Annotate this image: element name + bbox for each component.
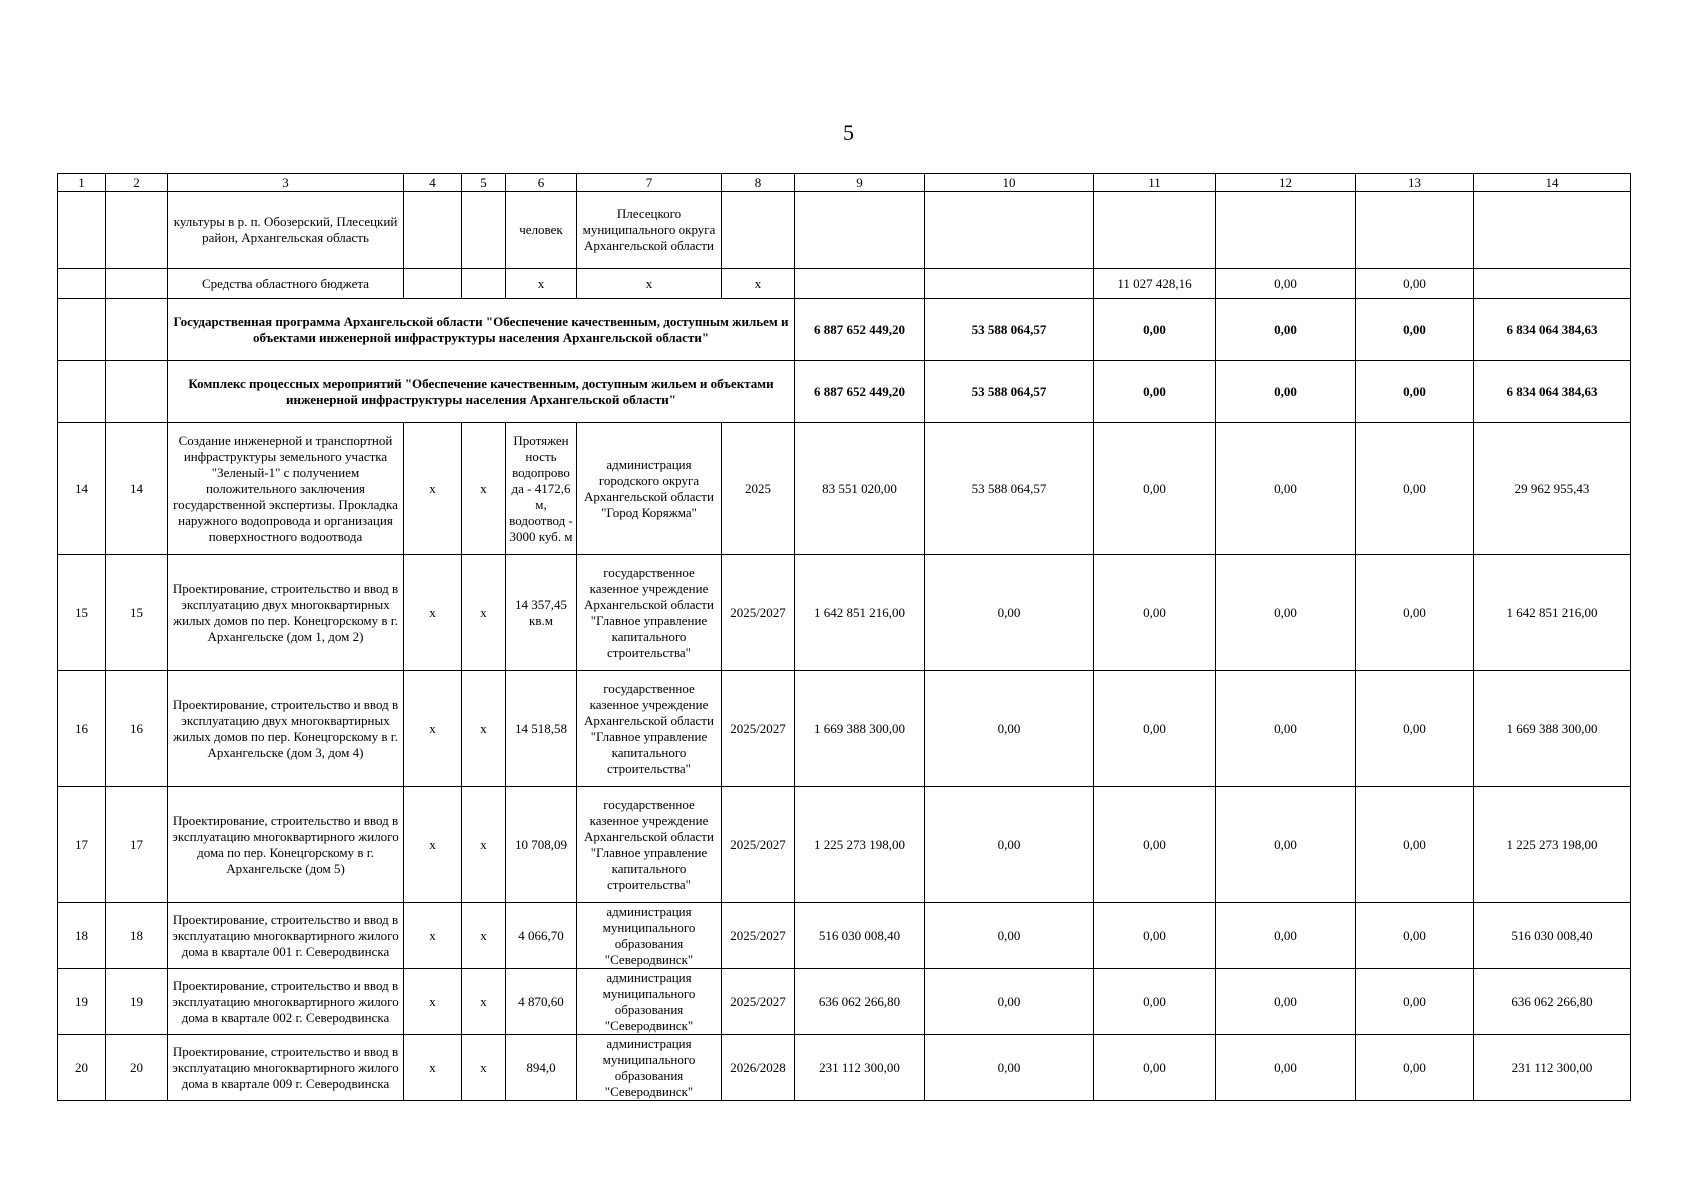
period-cell: 2025/2027 [722,969,795,1035]
item-name: Создание инженерной и транспортной инфраструктуры земельного участка "Зеленый-1" с получением положительного заключения государственной экспертизы. Прокладка наружного водопровода и организация поверхностного водоотвода [168,423,404,555]
header-cell: 6 [506,174,577,192]
row-index: 19 [106,969,168,1035]
item-name: Проектирование, строительство и ввод в эксплуатацию многоквартирного жилого дома по пер. Конецгорскому в г. Архангельске (дом 5) [168,787,404,903]
row-index: 20 [106,1035,168,1101]
header-cell: 3 [168,174,404,192]
amount-cell: 6 887 652 449,20 [795,361,925,423]
executor-cell: администрация муниципального образования "Северодвинск" [577,903,722,969]
table-cell: x [404,671,462,787]
capacity-cell: Протяжен ность водопрово да - 4172,6 м, водоотвод - 3000 куб. м [506,423,577,555]
table-cell: x [404,555,462,671]
table-cell: x [462,903,506,969]
row-number: 17 [58,787,106,903]
table-cell: x [404,903,462,969]
table-row [58,423,1631,555]
table-cell: x [404,1035,462,1101]
amount-cell: 0,00 [1216,787,1356,903]
period-cell: 2026/2028 [722,1035,795,1101]
amount-cell: 231 112 300,00 [1474,1035,1631,1101]
amount-cell: 0,00 [1216,1035,1356,1101]
amount-cell: 1 642 851 216,00 [1474,555,1631,671]
executor-cell: государственное казенное учреждение Архангельской области "Главное управление капитального строительства" [577,555,722,671]
table-cell: x [404,969,462,1035]
header-cell: 5 [462,174,506,192]
budget-label: Средства областного бюджета [168,269,404,299]
executor-cell: администрация городского округа Архангельской области "Город Коряжма" [577,423,722,555]
table-cell: 0,00 [1356,269,1474,299]
amount-cell: 0,00 [925,1035,1094,1101]
amount-cell: 0,00 [1216,969,1356,1035]
amount-cell: 0,00 [1356,361,1474,423]
amount-cell: 0,00 [1356,555,1474,671]
item-name: культуры в р. п. Обозерский, Плесецкий район, Архангельская область [168,192,404,269]
amount-cell: 0,00 [1356,969,1474,1035]
amount-cell: 516 030 008,40 [795,903,925,969]
capacity-cell: 10 708,09 [506,787,577,903]
row-number: 15 [58,555,106,671]
capacity-cell: 4 870,60 [506,969,577,1035]
amount-cell: 53 588 064,57 [925,361,1094,423]
table-cell: x [462,787,506,903]
row-number: 14 [58,423,106,555]
amount-cell: 0,00 [1094,299,1216,361]
header-row [58,174,1631,192]
header-cell: 8 [722,174,795,192]
amount-cell: 1 225 273 198,00 [795,787,925,903]
amount-cell: 0,00 [1216,299,1356,361]
amount-cell: 0,00 [1356,787,1474,903]
period-cell: 2025/2027 [722,555,795,671]
table-cell [106,192,168,269]
amount-cell: 53 588 064,57 [925,423,1094,555]
amount-cell: 636 062 266,80 [1474,969,1631,1035]
table-cell [58,192,106,269]
item-name: Проектирование, строительство и ввод в эксплуатацию двух многоквартирных жилых домов по пер. Конецгорскому в г. Архангельске (дом 3, дом 4) [168,671,404,787]
amount-cell: 0,00 [1094,903,1216,969]
amount-cell: 1 669 388 300,00 [795,671,925,787]
table-cell [925,269,1094,299]
row-index: 18 [106,903,168,969]
amount-cell: 516 030 008,40 [1474,903,1631,969]
row-index: 15 [106,555,168,671]
amount-cell: 0,00 [1094,671,1216,787]
amount-cell: 0,00 [925,555,1094,671]
table-cell [58,361,106,423]
table-cell [722,192,795,269]
table-cell [404,269,462,299]
amount-cell: 53 588 064,57 [925,299,1094,361]
table-cell: x [577,269,722,299]
table-row [58,787,1631,903]
unit-cell: человек [506,192,577,269]
header-cell: 13 [1356,174,1474,192]
row-index: 17 [106,787,168,903]
amount-cell: 6 834 064 384,63 [1474,299,1631,361]
table-cell [1356,192,1474,269]
capacity-cell: 14 357,45 кв.м [506,555,577,671]
amount-cell: 0,00 [925,787,1094,903]
amount-cell: 231 112 300,00 [795,1035,925,1101]
table-cell [58,269,106,299]
table-cell [462,269,506,299]
amount-cell: 0,00 [1094,423,1216,555]
amount-cell: 0,00 [1356,671,1474,787]
capacity-cell: 894,0 [506,1035,577,1101]
table-cell [795,192,925,269]
period-cell: 2025/2027 [722,787,795,903]
amount-cell: 29 962 955,43 [1474,423,1631,555]
table-cell: x [462,555,506,671]
table-cell [1474,192,1631,269]
amount-cell: 636 062 266,80 [795,969,925,1035]
amount-cell: 0,00 [1216,423,1356,555]
amount-cell: 1 225 273 198,00 [1474,787,1631,903]
header-cell: 12 [1216,174,1356,192]
table-cell [58,299,106,361]
table-row [58,903,1631,969]
regional-budget-row [58,269,1631,299]
amount-cell: 0,00 [1094,555,1216,671]
executor-cell: государственное казенное учреждение Архангельской области "Главное управление капитального строительства" [577,671,722,787]
header-cell: 10 [925,174,1094,192]
row-index: 14 [106,423,168,555]
item-name: Проектирование, строительство и ввод в эксплуатацию многоквартирного жилого дома в квартале 009 г. Северодвинска [168,1035,404,1101]
row-number: 18 [58,903,106,969]
table-cell: x [462,1035,506,1101]
amount-cell: 0,00 [1216,903,1356,969]
table-cell [462,192,506,269]
amount-cell: 0,00 [1216,555,1356,671]
executor-cell: Плесецкого муниципального округа Архангельской области [577,192,722,269]
complex-row [58,361,1631,423]
amount-cell: 6 834 064 384,63 [1474,361,1631,423]
continuation-row [58,192,1631,269]
amount-cell: 1 669 388 300,00 [1474,671,1631,787]
capacity-cell: 4 066,70 [506,903,577,969]
capacity-cell: 14 518,58 [506,671,577,787]
amount-cell: 0,00 [1094,1035,1216,1101]
table-row [58,969,1631,1035]
amount-cell: 83 551 020,00 [795,423,925,555]
header-cell: 7 [577,174,722,192]
table-cell [1216,192,1356,269]
header-cell: 9 [795,174,925,192]
table-cell [404,192,462,269]
header-cell: 1 [58,174,106,192]
amount-cell: 1 642 851 216,00 [795,555,925,671]
table-row [58,555,1631,671]
table-cell [106,299,168,361]
row-number: 19 [58,969,106,1035]
amount-cell: 0,00 [1356,1035,1474,1101]
program-row [58,299,1631,361]
budget-table [57,173,1631,1101]
period-cell: 2025/2027 [722,671,795,787]
item-name: Проектирование, строительство и ввод в эксплуатацию двух многоквартирных жилых домов по пер. Конецгорскому в г. Архангельске (дом 1, дом 2) [168,555,404,671]
executor-cell: администрация муниципального образования "Северодвинск" [577,969,722,1035]
period-cell: 2025/2027 [722,903,795,969]
item-name: Проектирование, строительство и ввод в эксплуатацию многоквартирного жилого дома в квартале 001 г. Северодвинска [168,903,404,969]
header-cell: 4 [404,174,462,192]
amount-cell: 0,00 [1356,299,1474,361]
row-number: 20 [58,1035,106,1101]
amount-cell: 0,00 [925,969,1094,1035]
complex-title: Комплекс процессных мероприятий "Обеспечение качественным, доступным жильем и объектами инженерной инфраструктуры населения Архангельской области" [168,361,795,423]
header-cell: 2 [106,174,168,192]
period-cell: 2025 [722,423,795,555]
header-cell: 14 [1474,174,1631,192]
amount-cell: 0,00 [1216,361,1356,423]
amount-cell: 6 887 652 449,20 [795,299,925,361]
amount-cell: 0,00 [1216,671,1356,787]
table-cell [106,361,168,423]
table-cell [925,192,1094,269]
amount-cell: 0,00 [925,903,1094,969]
table-cell: 0,00 [1216,269,1356,299]
executor-cell: администрация муниципального образования "Северодвинск" [577,1035,722,1101]
header-cell: 11 [1094,174,1216,192]
table-cell: x [462,671,506,787]
row-index: 16 [106,671,168,787]
amount-cell: 0,00 [1094,787,1216,903]
amount-cell: 0,00 [1094,969,1216,1035]
table-cell [1474,269,1631,299]
amount-cell: 0,00 [925,671,1094,787]
executor-cell: государственное казенное учреждение Архангельской области "Главное управление капитального строительства" [577,787,722,903]
amount-cell: 0,00 [1356,903,1474,969]
table-cell: x [462,423,506,555]
table-cell: x [722,269,795,299]
item-name: Проектирование, строительство и ввод в эксплуатацию многоквартирного жилого дома в квартале 002 г. Северодвинска [168,969,404,1035]
table-cell: x [506,269,577,299]
amount-cell: 0,00 [1356,423,1474,555]
table-cell: x [462,969,506,1035]
page-number: 5 [843,120,854,145]
table-cell: x [404,787,462,903]
table-cell [795,269,925,299]
table-cell: x [404,423,462,555]
table-row [58,1035,1631,1101]
table-row [58,671,1631,787]
row-number: 16 [58,671,106,787]
table-cell [106,269,168,299]
table-cell [1094,192,1216,269]
amount-cell: 0,00 [1094,361,1216,423]
table-cell: 11 027 428,16 [1094,269,1216,299]
program-title: Государственная программа Архангельской области "Обеспечение качественным, доступным жильем и объектами инженерной инфраструктуры населения Архангельской области" [168,299,795,361]
